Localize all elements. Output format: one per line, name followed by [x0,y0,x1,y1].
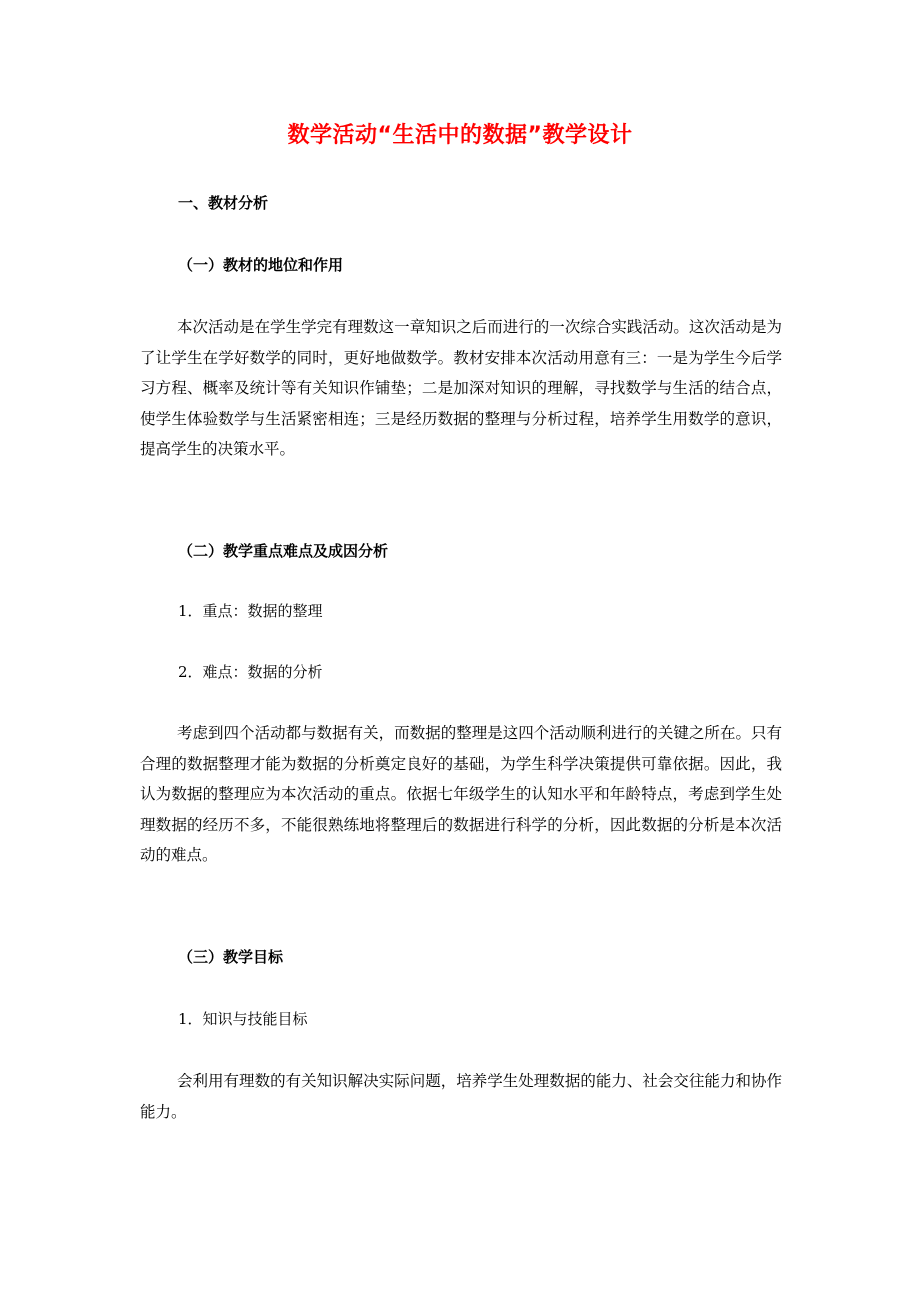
section-heading-textbook-analysis: 一、教材分析 [178,194,269,212]
paragraph-knowledge-skill-goal: 会利用有理数的有关知识解决实际问题，培养学生处理数据的能力、社会交往能力和协作能力。 [140,1072,782,1121]
list-item-difficult-point: 2．难点：数据的分析 [178,663,323,681]
list-item-knowledge-skill-goal: 1．知识与技能目标 [178,1010,308,1028]
subsection-heading-teaching-goals: （三）教学目标 [178,948,284,966]
paragraph-status-role: 本次活动是在学生学完有理数这一章知识之后而进行的一次综合实践活动。这次活动是为了让学生在学好数学的同时，更好地做数学。教材安排本次活动用意有三：一是为学生今后学习方程、概率及统计等有关知识作铺垫；二是加深对知识的理解，寻找数学与生活的结合点，使学生体验数学与生活紧密相连；三是经历数据的整理与分析过程，培养学生用数学的意识，提高学生的决策水平。 [140,318,782,459]
paragraph-key-points-analysis: 考虑到四个活动都与数据有关，而数据的整理是这四个活动顺利进行的关键之所在。只有合理的数据整理才能为数据的分析奠定良好的基础，为学生科学决策提供可靠依据。因此，我认为数据的整理应为本次活动的重点。依据七年级学生的认知水平和年龄特点，考虑到学生处理数据的经历不多，不能很熟练地将整理后的数据进行科学的分析，因此数据的分析是本次活动的难点。 [140,724,782,865]
subsection-heading-status-role: （一）教材的地位和作用 [178,256,344,274]
list-item-key-point: 1．重点：数据的整理 [178,602,323,620]
document-title: 数学活动“生活中的数据”教学设计 [287,123,633,148]
subsection-heading-key-points: （二）教学重点难点及成因分析 [178,542,389,560]
